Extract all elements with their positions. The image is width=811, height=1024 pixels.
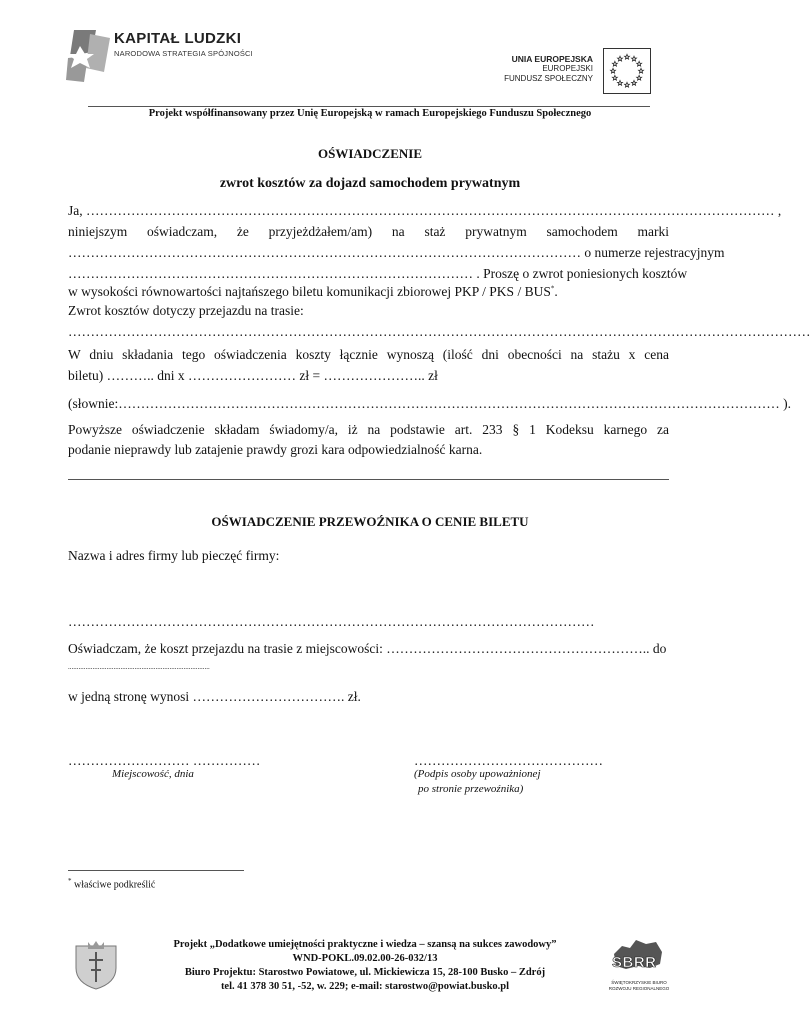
- section-divider: [68, 479, 669, 480]
- amount-in-words[interactable]: (słownie:………………………………………………………………………………………………………………………………… ).: [68, 396, 791, 411]
- place-date-label: Miejscowość, dnia: [112, 768, 194, 780]
- ticket-text: w wysokości równowartości najtańszego biletu komunikacji zbiorowej PKP / PKS / BUS: [68, 284, 551, 299]
- sbrr-caption-2: ROZWOJU REGIONALNEGO: [608, 986, 670, 991]
- footnote: [68, 877, 155, 890]
- footer-code: WND-POKL.09.02.00-26-032/13: [292, 953, 438, 964]
- route-cost-line[interactable]: Oświadczam, że koszt przejazdu na trasie z miejscowości: ………………………………………………….. do: [68, 641, 667, 656]
- costs-calculation[interactable]: biletu) ……….. dni x …………………… zł = ………………….. zł: [68, 368, 438, 383]
- footer-contact[interactable]: tel. 41 378 30 51, -52, w. 229; e-mail: starostwo@powiat.busko.pl: [220, 981, 510, 992]
- eu-star-icon: [612, 61, 617, 66]
- signature-label-1: (Podpis osoby upoważnionej: [414, 768, 541, 780]
- eu-line2: EUROPEJSKI: [542, 64, 593, 73]
- eu-star-icon: [639, 68, 644, 73]
- footnote-mark: *: [550, 284, 555, 293]
- eu-star-icon: [625, 82, 630, 87]
- eu-star-icon: [637, 61, 642, 66]
- eu-logo: [488, 48, 663, 96]
- footer-project: Projekt „Dodatkowe umiejętności praktyczne i wiedza – szansą na sukces zawodowy”: [173, 939, 557, 950]
- eu-text: [504, 54, 593, 84]
- coat-of-arms-icon: [74, 940, 118, 990]
- footer-address: Biuro Projektu: Starostwo Powiatowe, ul. Mickiewicza 15, 28-100 Busko – Zdrój: [184, 967, 546, 978]
- signature-field[interactable]: ……………………………………: [414, 753, 603, 768]
- footnote-symbol: *: [68, 877, 72, 885]
- kapital-ludzki-emblem-icon: [66, 28, 110, 84]
- eu-star-icon: [637, 75, 642, 80]
- header-divider: [88, 106, 650, 107]
- route-label: Zwrot kosztów dotyczy przejazdu na trasie:: [68, 303, 304, 318]
- eu-star-icon: [612, 75, 617, 80]
- eu-star-icon: [632, 81, 637, 86]
- footer: [130, 938, 600, 994]
- eu-star-icon: [625, 54, 630, 59]
- declaration-line-ticket: [68, 284, 558, 300]
- declaration-line-car: niniejszym oświadczam, że przyjeżdżałem/am) na staż prywatnym samochodem marki: [68, 224, 669, 239]
- one-way-cost[interactable]: w jedną stronę wynosi ……………………………. zł.: [68, 689, 361, 704]
- firm-field[interactable]: ………………………………………………………………………………………………………: [68, 614, 595, 629]
- ticket-end: .: [554, 284, 558, 299]
- carrier-title: OŚWIADCZENIE PRZEWOŹNIKA O CENIE BILETU: [211, 514, 529, 529]
- kapital-ludzki-logo: [66, 28, 266, 88]
- declaration-line-name[interactable]: Ja, ……………………………………………………………………………………………………………………………………… ,: [68, 203, 782, 218]
- sbrr-caption: [604, 980, 674, 992]
- eu-line1: UNIA EUROPEJSKA: [511, 54, 593, 64]
- sbrr-caption-1: ŚWIĘTOKRZYSKIE BIURO: [611, 980, 667, 985]
- route-destination-field[interactable]: .................................................................................: [68, 663, 210, 671]
- sbrr-logo: [604, 936, 674, 996]
- footnote-divider: [68, 870, 244, 871]
- logo-title: KAPITAŁ LUDZKI: [114, 30, 242, 47]
- eu-star-icon: [618, 81, 623, 86]
- footnote-text: właściwe podkreślić: [71, 879, 156, 891]
- declaration-subtitle: zwrot kosztów za dojazd samochodem prywatnym: [219, 176, 521, 191]
- logo-subtitle: NARODOWA STRATEGIA SPÓJNOŚCI: [114, 49, 253, 58]
- cofinancing-note: Projekt współfinansowany przez Unię Europejską w ramach Europejskiego Funduszu Społecznego: [148, 108, 592, 119]
- place-date-field[interactable]: ……………………… ……………: [68, 753, 261, 768]
- costs-line: W dniu składania tego oświadczenia koszty łącznie wynoszą (ilość dni obecności na stażu x cena: [68, 347, 669, 362]
- eu-star-icon: [618, 56, 623, 61]
- legal-statement-line2: podanie nieprawdy lub zatajenie prawdy grozi kara odpowiedzialność karna.: [68, 442, 483, 457]
- declaration-line-registration[interactable]: ……………………………………………………………………………… . Proszę o zwrot poniesionych kosztów: [68, 266, 688, 281]
- eu-star-icon: [632, 56, 637, 61]
- eu-line3: FUNDUSZ SPOŁECZNY: [504, 74, 593, 83]
- firm-label: Nazwa i adres firmy lub pieczęć firmy:: [68, 548, 280, 563]
- declaration-title: OŚWIADCZENIE: [317, 146, 423, 161]
- eu-flag-icon: [603, 48, 651, 94]
- legal-statement-line1: Powyższe oświadczenie składam świadomy/a, iż na podstawie art. 233 § 1 Kodeksu karnego za: [68, 422, 669, 437]
- eu-star-icon: [611, 68, 616, 73]
- declaration-line-brand[interactable]: …………………………………………………………………………………………………… o numerze rejestracyjnym: [68, 245, 725, 260]
- route-field[interactable]: …………………………………………………………………………………………………………………………………………………: [68, 324, 811, 339]
- sbrr-text: SBRR: [612, 954, 657, 971]
- signature-label-2: po stronie przewoźnika): [418, 783, 524, 795]
